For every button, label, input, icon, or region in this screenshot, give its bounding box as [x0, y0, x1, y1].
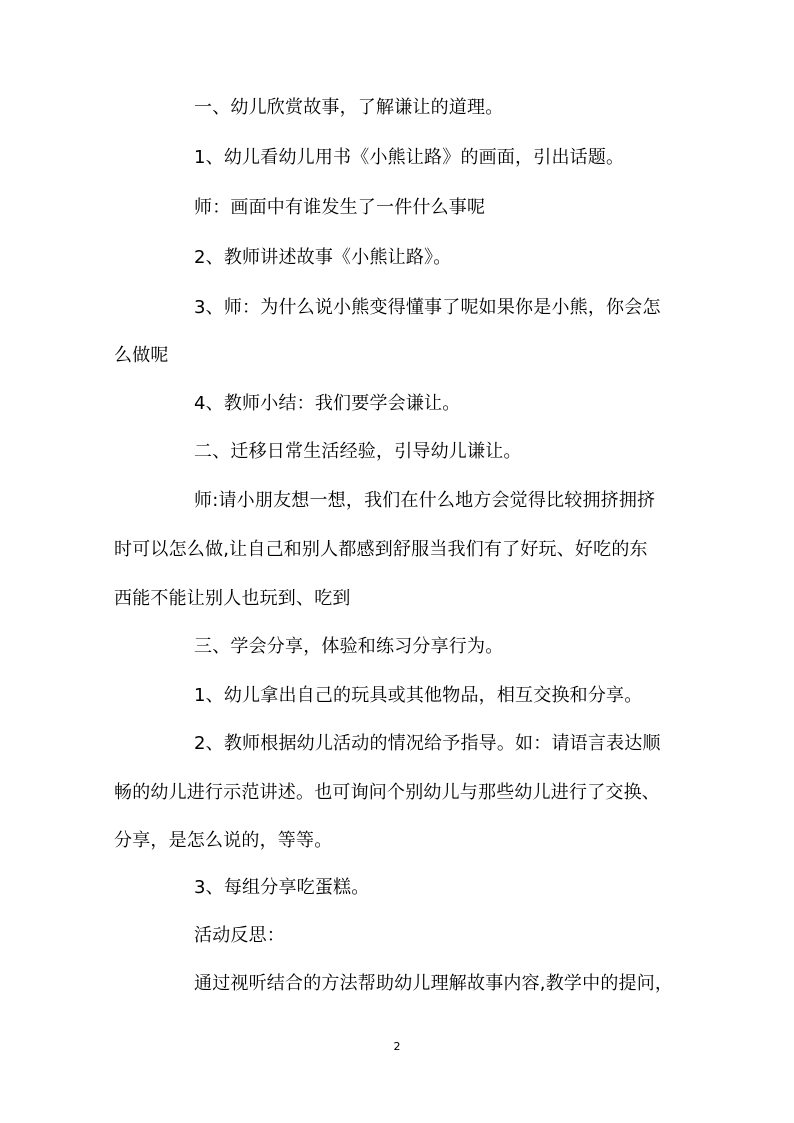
paragraph-line: 师：画面中有谁发生了一件什么事呢 [194, 197, 486, 218]
paragraph-line: 通过视听结合的方法帮助幼儿理解故事内容,教学中的提问， [194, 973, 674, 994]
paragraph-line: 1、幼儿看幼儿用书《小熊让路》的画面，引出话题。 [194, 147, 625, 168]
page-number: 2 [393, 1040, 401, 1053]
section-heading-3: 三、学会分享，体验和练习分享行为。 [194, 636, 504, 657]
section-heading-1: 一、幼儿欣赏故事，了解谦让的道理。 [194, 97, 504, 118]
paragraph-line: 2、教师根据幼儿活动的情况给予指导。如：请语言表达顺 [194, 733, 661, 754]
paragraph-line: 1、幼儿拿出自己的玩具或其他物品，相互交换和分享。 [194, 685, 643, 706]
paragraph-line: 西能不能让别人也玩到、吃到 [114, 588, 351, 609]
paragraph-line: 4、教师小结：我们要学会谦让。 [194, 393, 461, 414]
paragraph-line: 分享，是怎么说的，等等。 [114, 830, 333, 851]
paragraph-line: 2、教师讲述故事《小熊让路》。 [194, 247, 452, 268]
paragraph-line: 时可以怎么做,让自己和别人都感到舒服当我们有了好玩、好吃的东 [114, 539, 648, 560]
paragraph-line: 3、每组分享吃蛋糕。 [194, 877, 370, 898]
section-heading-2: 二、迁移日常生活经验，引导幼儿谦让。 [194, 441, 522, 462]
paragraph-line: 师:请小朋友想一想，我们在什么地方会觉得比较拥挤拥挤 [194, 490, 656, 511]
section-heading-reflection: 活动反思： [194, 925, 285, 946]
paragraph-line: 么做呢 [114, 345, 169, 366]
paragraph-line: 3、师：为什么说小熊变得懂事了呢如果你是小熊，你会怎 [194, 297, 661, 318]
paragraph-line: 畅的幼儿进行示范讲述。也可询问个别幼儿与那些幼儿进行了交换、 [114, 782, 660, 803]
